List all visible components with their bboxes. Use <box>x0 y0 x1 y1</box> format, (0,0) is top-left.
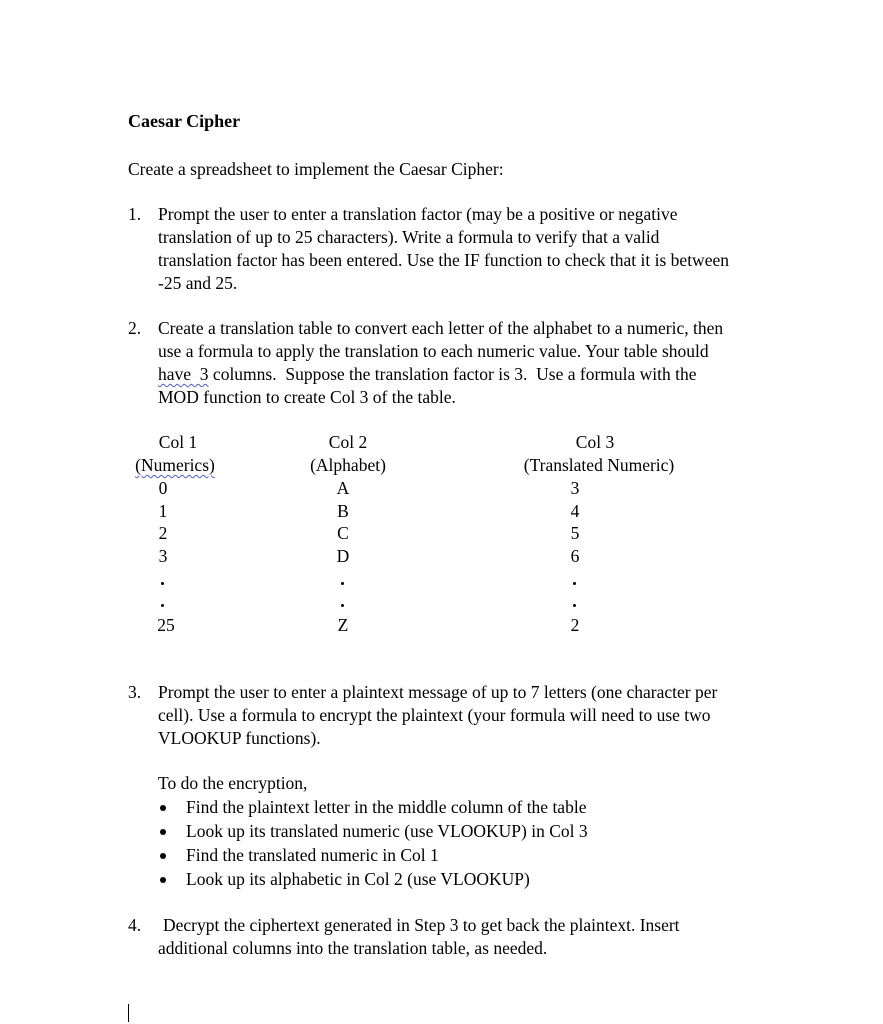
ellipsis-dot <box>161 604 164 607</box>
col2-value: A <box>336 478 350 498</box>
text-cursor[interactable] <box>128 1004 129 1022</box>
bullet-item: Look up its alphabetic in Col 2 (use VLOOKUP) <box>186 869 530 889</box>
text-line: Decrypt the ciphertext generated in Step 3 to get back the plaintext. Insert <box>163 915 680 935</box>
text-line: -25 and 25. <box>158 273 238 293</box>
spellcheck-flag[interactable]: (Numerics) <box>135 455 215 475</box>
item-number: 3. <box>128 682 142 702</box>
col1-value: 1 <box>158 501 168 521</box>
item-text <box>158 681 818 750</box>
item-number: 1. <box>128 204 142 224</box>
text-line: Prompt the user to enter a translation factor (may be a positive or negative <box>158 204 678 224</box>
col3-header: Col 3 <box>575 432 615 452</box>
text-segment: columns. Suppose the translation factor is 3. Use a formula with the <box>208 364 697 384</box>
col1-subheader <box>135 454 215 477</box>
col3-subheader: (Translated Numeric) <box>523 455 675 475</box>
intro-text: Create a spreadsheet to implement the Caesar Cipher: <box>128 159 504 179</box>
col2-header: Col 2 <box>328 432 368 452</box>
text-line <box>158 363 818 386</box>
item-text <box>158 203 818 295</box>
text-line: additional columns into the translation table, as needed. <box>158 938 548 958</box>
text-line: cell). Use a formula to encrypt the plaintext (your formula will need to use two <box>158 705 711 725</box>
text-line: MOD function to create Col 3 of the table. <box>158 387 456 407</box>
bullet-item: Find the plaintext letter in the middle column of the table <box>186 797 587 817</box>
text-line: VLOOKUP functions). <box>158 728 321 748</box>
ellipsis-dot <box>341 582 344 585</box>
text-line: translation of up to 25 characters). Write a formula to verify that a valid <box>158 227 660 247</box>
col2-value-last: Z <box>337 615 349 635</box>
col2-value: B <box>337 501 349 521</box>
text-line: Prompt the user to enter a plaintext message of up to 7 letters (one character per <box>158 682 718 702</box>
text-line: Create a translation table to convert each letter of the alphabet to a numeric, then <box>158 318 724 338</box>
text-line: translation factor has been entered. Use the IF function to check that it is between <box>158 250 729 270</box>
ellipsis-dot <box>573 604 576 607</box>
col2-value: C <box>337 523 349 543</box>
text-line: use a formula to apply the translation to each numeric value. Your table should <box>158 341 709 361</box>
item-number: 2. <box>128 318 142 338</box>
col1-value-last: 25 <box>157 615 175 635</box>
col1-value: 3 <box>158 546 168 566</box>
document-title: Caesar Cipher <box>128 111 241 131</box>
item-text <box>158 914 823 960</box>
ellipsis-dot <box>573 582 576 585</box>
col1-value: 0 <box>158 478 168 498</box>
bullet-item: Find the translated numeric in Col 1 <box>186 845 439 865</box>
col2-subheader: (Alphabet) <box>310 455 386 475</box>
encryption-heading: To do the encryption, <box>158 773 308 793</box>
ellipsis-dot <box>341 604 344 607</box>
col1-header: Col 1 <box>158 432 198 452</box>
col2-value: D <box>336 546 350 566</box>
item-text <box>158 317 818 409</box>
col3-value: 4 <box>570 501 580 521</box>
spellcheck-flag[interactable]: have 3 <box>158 364 209 384</box>
col3-value-last: 2 <box>570 615 580 635</box>
col3-value: 3 <box>570 478 580 498</box>
item-number: 4. <box>128 915 142 935</box>
col3-value: 6 <box>570 546 580 566</box>
bullet-item: Look up its translated numeric (use VLOOKUP) in Col 3 <box>186 821 588 841</box>
col1-value: 2 <box>158 523 168 543</box>
ellipsis-dot <box>161 582 164 585</box>
col3-value: 5 <box>570 523 580 543</box>
